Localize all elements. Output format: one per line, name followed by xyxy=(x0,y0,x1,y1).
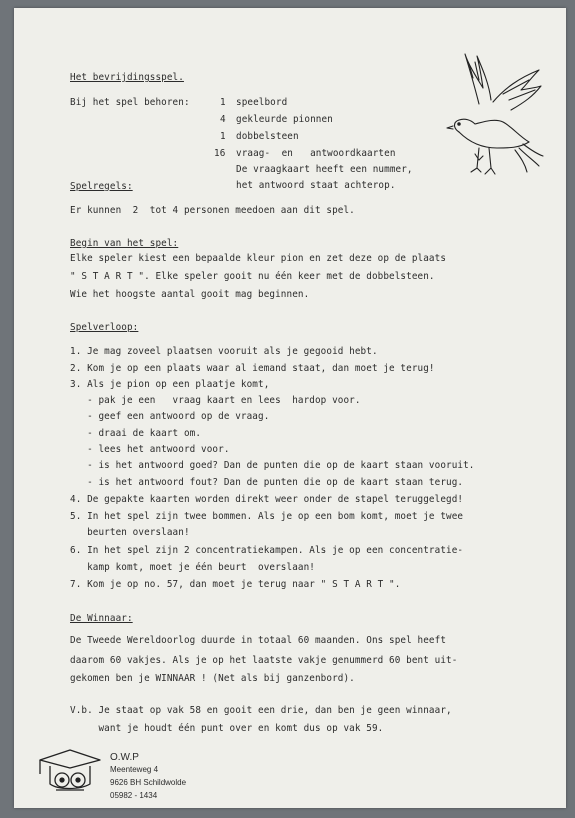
title: Het bevrijdingsspel. xyxy=(70,72,184,83)
publisher-street: Meenteweg 4 xyxy=(110,765,159,774)
contents-qty-2: 4 xyxy=(220,114,226,125)
start-line: Elke speler kiest een bepaalde kleur pion en zet deze op de plaats xyxy=(70,253,447,264)
course-line: - pak je een vraag kaart en lees hardop voor. xyxy=(70,395,361,406)
course-line: kamp komt, moet je één beurt overslaan! xyxy=(70,562,315,573)
start-line: " S T A R T ". Elke speler gooit nu één keer met de dobbelsteen. xyxy=(70,271,435,282)
contents-qty-4: 16 xyxy=(214,148,226,159)
course-line: - lees het antwoord voor. xyxy=(70,444,230,455)
course-line: - geef een antwoord op de vraag. xyxy=(70,411,270,422)
contents-item-1: speelbord xyxy=(236,97,288,108)
example-line: V.b. Je staat op vak 58 en gooit een drie, dan ben je geen winnaar, xyxy=(70,705,452,716)
course-line: 3. Als je pion op een plaatje komt, xyxy=(70,379,270,390)
publisher-city: 9626 BH Schildwolde xyxy=(110,778,187,787)
start-line: Wie het hoogste aantal gooit mag beginnen. xyxy=(70,289,310,300)
course-line: 2. Kom je op een plaats waar al iemand staat, dan moet je terug! xyxy=(70,363,435,374)
dove-illustration xyxy=(439,44,545,180)
course-line: beurten overslaan! xyxy=(70,527,190,538)
course-line: 4. De gepakte kaarten worden direkt weer onder de stapel teruggelegd! xyxy=(70,494,464,505)
example-line: want je houdt één punt over en komt dus op vak 59. xyxy=(70,723,384,734)
publisher-phone: 05982 - 1434 xyxy=(110,791,158,800)
contents-label: Bij het spel behoren: xyxy=(70,97,190,108)
contents-note-1: De vraagkaart heeft een nummer, xyxy=(236,164,413,175)
contents-item-3: dobbelsteen xyxy=(236,131,299,142)
start-heading: Begin van het spel: xyxy=(70,238,179,249)
contents-item-2: gekleurde pionnen xyxy=(236,114,333,125)
winner-line: De Tweede Wereldoorlog duurde in totaal 60 maanden. Ons spel heeft xyxy=(70,635,447,646)
publisher-name: O.W.P xyxy=(110,752,139,763)
course-line: - is het antwoord fout? Dan de punten die op de kaart staan terug. xyxy=(70,477,464,488)
course-line: 6. In het spel zijn 2 concentratiekampen. Als je op een concentratie- xyxy=(70,545,464,556)
rules-heading: Spelregels: xyxy=(70,181,133,192)
course-line: 7. Kom je op no. 57, dan moet je terug naar " S T A R T ". xyxy=(70,579,401,590)
contents-note-2: het antwoord staat achterop. xyxy=(236,180,396,191)
winner-heading: De Winnaar: xyxy=(70,613,133,624)
course-heading: Spelverloop: xyxy=(70,322,139,333)
contents-item-4: vraag- en antwoordkaarten xyxy=(236,148,396,159)
course-line: - is het antwoord goed? Dan de punten die op de kaart staan vooruit. xyxy=(70,460,475,471)
contents-qty-1: 1 xyxy=(220,97,226,108)
rules-text: Er kunnen 2 tot 4 personen meedoen aan dit spel. xyxy=(70,205,355,216)
instruction-sheet xyxy=(14,8,566,808)
owl-cap-logo xyxy=(36,744,102,796)
course-line: - draai de kaart om. xyxy=(70,428,202,439)
contents-qty-3: 1 xyxy=(220,131,226,142)
course-line: 1. Je mag zoveel plaatsen vooruit als je gegooid hebt. xyxy=(70,346,378,357)
course-line: 5. In het spel zijn twee bommen. Als je op een bom komt, moet je twee xyxy=(70,511,464,522)
winner-line: gekomen ben je WINNAAR ! (Net als bij ganzenbord). xyxy=(70,673,355,684)
winner-line: daarom 60 vakjes. Als je op het laatste vakje genummerd 60 bent uit- xyxy=(70,655,458,666)
